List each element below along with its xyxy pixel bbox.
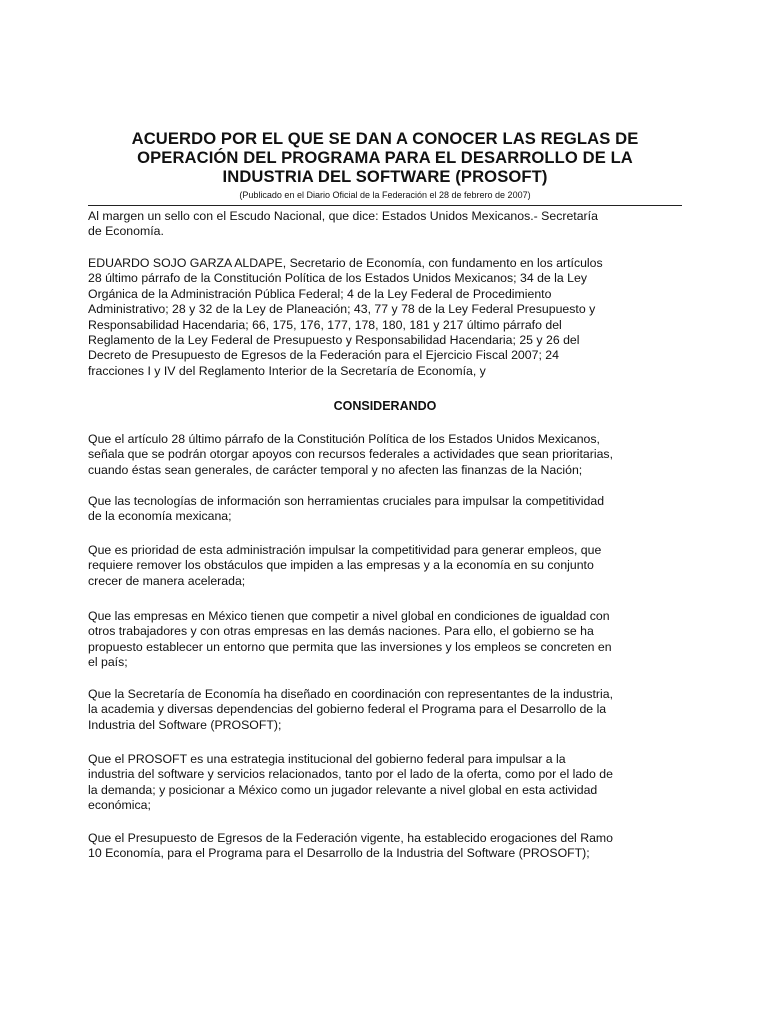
intro-line: de Economía.: [88, 224, 164, 239]
considerando-line: la demanda; y posicionar a México como un jugador relevante a nivel global en esta actividad: [88, 782, 598, 797]
preamble-line: Decreto de Presupuesto de Egresos de la Federación para el Ejercicio Fiscal 2007; 24: [88, 348, 559, 363]
considerando-line: Que es prioridad de esta administración impulsar la competitividad para generar empleos, que: [88, 543, 602, 557]
header-divider: [88, 205, 682, 206]
considerando-line: el país;: [88, 655, 128, 670]
intro-paragraph: [88, 209, 682, 240]
considerando-heading: CONSIDERANDO: [333, 399, 437, 413]
considerando-paragraph-5: [88, 687, 682, 733]
document-title-line-2: OPERACIÓN DEL PROGRAMA PARA EL DESARROLLO DE LA: [137, 148, 633, 167]
preamble-line: Orgánica de la Administración Pública Federal; 4 de la Ley Federal de Procedimiento: [88, 286, 552, 301]
considerando-line: Que las tecnologías de información son herramientas cruciales para impulsar la competitividad: [88, 494, 605, 508]
considerando-line: económica;: [88, 798, 151, 813]
considerando-line: Que las empresas en México tienen que competir a nivel global en condiciones de igualdad con: [88, 609, 610, 623]
considerando-line: cuando éstas sean generales, de carácter temporal y no afecten las finanzas de la Nación;: [88, 462, 583, 477]
considerando-line: la academia y diversas dependencias del gobierno federal el Programa para el Desarrollo de la: [88, 702, 607, 717]
considerando-line: Que el artículo 28 último párrafo de la Constitución Política de los Estados Unidos Mexicanos,: [88, 432, 600, 446]
publication-note: (Publicado en el Diario Oficial de la Federación el 28 de febrero de 2007): [239, 190, 531, 200]
considerando-paragraph-7: [88, 831, 682, 862]
preamble-paragraph: [88, 256, 682, 379]
intro-line: Al margen un sello con el Escudo Nacional, que dice: Estados Unidos Mexicanos.- Secretaría: [88, 209, 598, 223]
considerando-paragraph-3: [88, 543, 682, 589]
considerando-line: propuesto establecer un entorno que permita que las inversiones y los empleos se concreten en: [88, 639, 612, 654]
considerando-line: señala que se podrán otorgar apoyos con recursos federales a actividades que sean prioritarias,: [88, 447, 613, 462]
considerando-line: crecer de manera acelerada;: [88, 573, 246, 588]
considerando-line: Que la Secretaría de Economía ha diseñado en coordinación con representantes de la industria,: [88, 687, 614, 701]
considerando-line: Industria del Software (PROSOFT);: [88, 717, 282, 732]
considerando-line: otros trabajadores y con otras empresas en las demás naciones. Para ello, el gobierno se ha: [88, 624, 594, 639]
preamble-line: Responsabilidad Hacendaria; 66, 175, 176, 177, 178, 180, 181 y 217 último párrafo del: [88, 317, 562, 332]
considerando-paragraph-2: [88, 494, 682, 525]
considerando-line: requiere remover los obstáculos que impiden a las empresas y a la economía en su conjunto: [88, 558, 594, 573]
preamble-line: 28 último párrafo de la Constitución Política de los Estados Unidos Mexicanos; 34 de la Ley: [88, 271, 587, 286]
document-title-line-3: INDUSTRIA DEL SOFTWARE (PROSOFT): [222, 167, 548, 186]
considerando-line: Que el Presupuesto de Egresos de la Federación vigente, ha establecido erogaciones del Ramo: [88, 831, 613, 845]
document-title-line-1: ACUERDO POR EL QUE SE DAN A CONOCER LAS REGLAS DE: [131, 129, 639, 148]
considerando-paragraph-1: [88, 432, 682, 478]
preamble-line: Reglamento de la Ley Federal de Presupuesto y Responsabilidad Hacendaria; 25 y 26 del: [88, 333, 580, 348]
considerando-line: Que el PROSOFT es una estrategia institucional del gobierno federal para impulsar a la: [88, 752, 566, 766]
preamble-line: Administrativo; 28 y 32 de la Ley de Planeación; 43, 77 y 78 de la Ley Federal Presupuesto y: [88, 302, 596, 317]
considerando-line: de la economía mexicana;: [88, 509, 232, 524]
considerando-paragraph-6: [88, 752, 682, 814]
preamble-line: fracciones I y IV del Reglamento Interior de la Secretaría de Economía, y: [88, 363, 486, 378]
considerando-paragraph-4: [88, 609, 682, 671]
document-title-block: [88, 129, 682, 201]
considerando-line: industria del software y servicios relacionados, tanto por el lado de la oferta, como por el lado de: [88, 767, 613, 782]
preamble-line: EDUARDO SOJO GARZA ALDAPE, Secretario de Economía, con fundamento en los artículos: [88, 256, 603, 270]
considerando-line: 10 Economía, para el Programa para el Desarrollo de la Industria del Software (PROSOFT);: [88, 846, 590, 861]
